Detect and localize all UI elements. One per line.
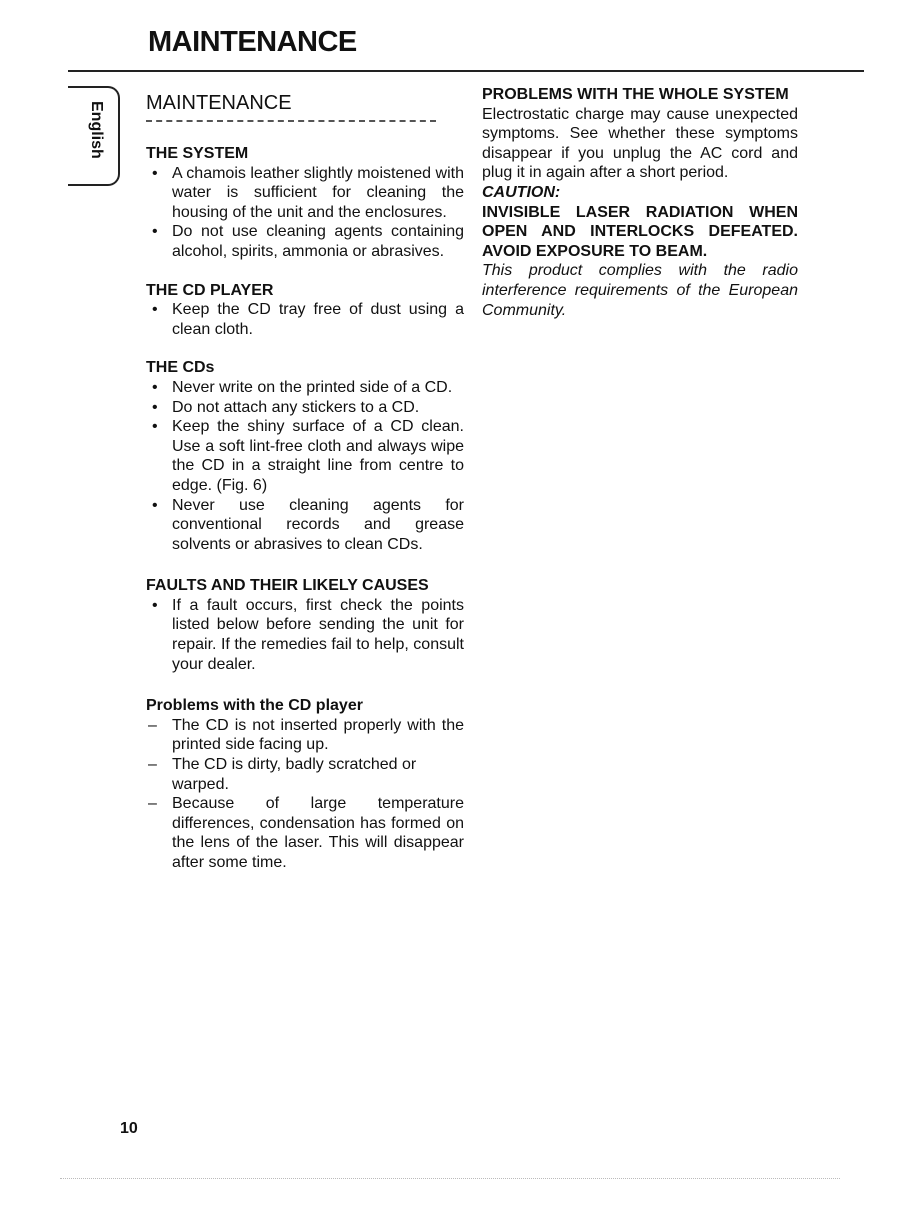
list-item: • Never write on the printed side of a CD.: [146, 378, 464, 398]
caution-text: INVISIBLE LASER RADIATION WHEN OPEN AND INTERLOCKS DEFEATED. AVOID EXPOSURE TO BEAM.: [482, 203, 798, 260]
header-rule: [68, 70, 864, 72]
left-column: [146, 92, 464, 873]
caution-title: CAUTION:: [482, 183, 561, 201]
language-tab-label: English: [88, 101, 105, 159]
list-item: – Because of large temperature differences, condensation has formed on the lens of the laser. This will disappear after some time.: [146, 794, 464, 872]
list-item: • Do not attach any stickers to a CD.: [146, 398, 464, 418]
problems-cd-heading: Problems with the CD player: [146, 697, 363, 715]
right-column: [482, 85, 798, 320]
faults-heading: FAULTS AND THEIR LIKELY CAUSES: [146, 577, 429, 595]
problems-cd-list: [146, 716, 464, 873]
list-item: – The CD is not inserted properly with the printed side facing up.: [146, 716, 464, 755]
list-item: • Never use cleaning agents for conventional records and grease solvents or abrasives to clean CDs.: [146, 496, 464, 555]
system-heading: THE SYSTEM: [146, 145, 249, 162]
list-item: • Keep the shiny surface of a CD clean. Use a soft lint-free cloth and always wipe the CD in a straight line from centre to edge. (Fig. 6): [146, 417, 464, 495]
cd-player-list: [146, 300, 464, 339]
list-item: • A chamois leather slightly moistened with water is sufficient for cleaning the housing of the unit and the enclosures.: [146, 164, 464, 223]
cd-player-heading: THE CD PLAYER: [146, 281, 274, 299]
compliance-text: This product complies with the radio interference requirements of the European Community.: [482, 262, 798, 319]
faults-list: [146, 596, 464, 674]
whole-system-heading: PROBLEMS WITH THE WHOLE SYSTEM: [482, 86, 789, 103]
section-title: MAINTENANCE: [146, 92, 436, 122]
list-item: – The CD is dirty, badly scratched or warped.: [146, 755, 464, 794]
list-item: • If a fault occurs, first check the points listed below before sending the unit for repair. If the remedies fail to help, consult your dealer.: [146, 596, 464, 674]
page-number: 10: [120, 1120, 138, 1137]
scan-noise: [60, 1178, 840, 1201]
list-item: • Keep the CD tray free of dust using a clean cloth.: [146, 300, 464, 339]
system-list: [146, 164, 464, 262]
list-item: • Do not use cleaning agents containing alcohol, spirits, ammonia or abrasives.: [146, 222, 464, 261]
cds-list: [146, 378, 464, 554]
cds-heading: THE CDs: [146, 359, 215, 377]
whole-system-text: Electrostatic charge may cause unexpected symptoms. See whether these symptoms disappear if you unplug the AC cord and plug it in again after a short period.: [482, 105, 798, 182]
page-header: MAINTENANCE: [148, 26, 357, 58]
